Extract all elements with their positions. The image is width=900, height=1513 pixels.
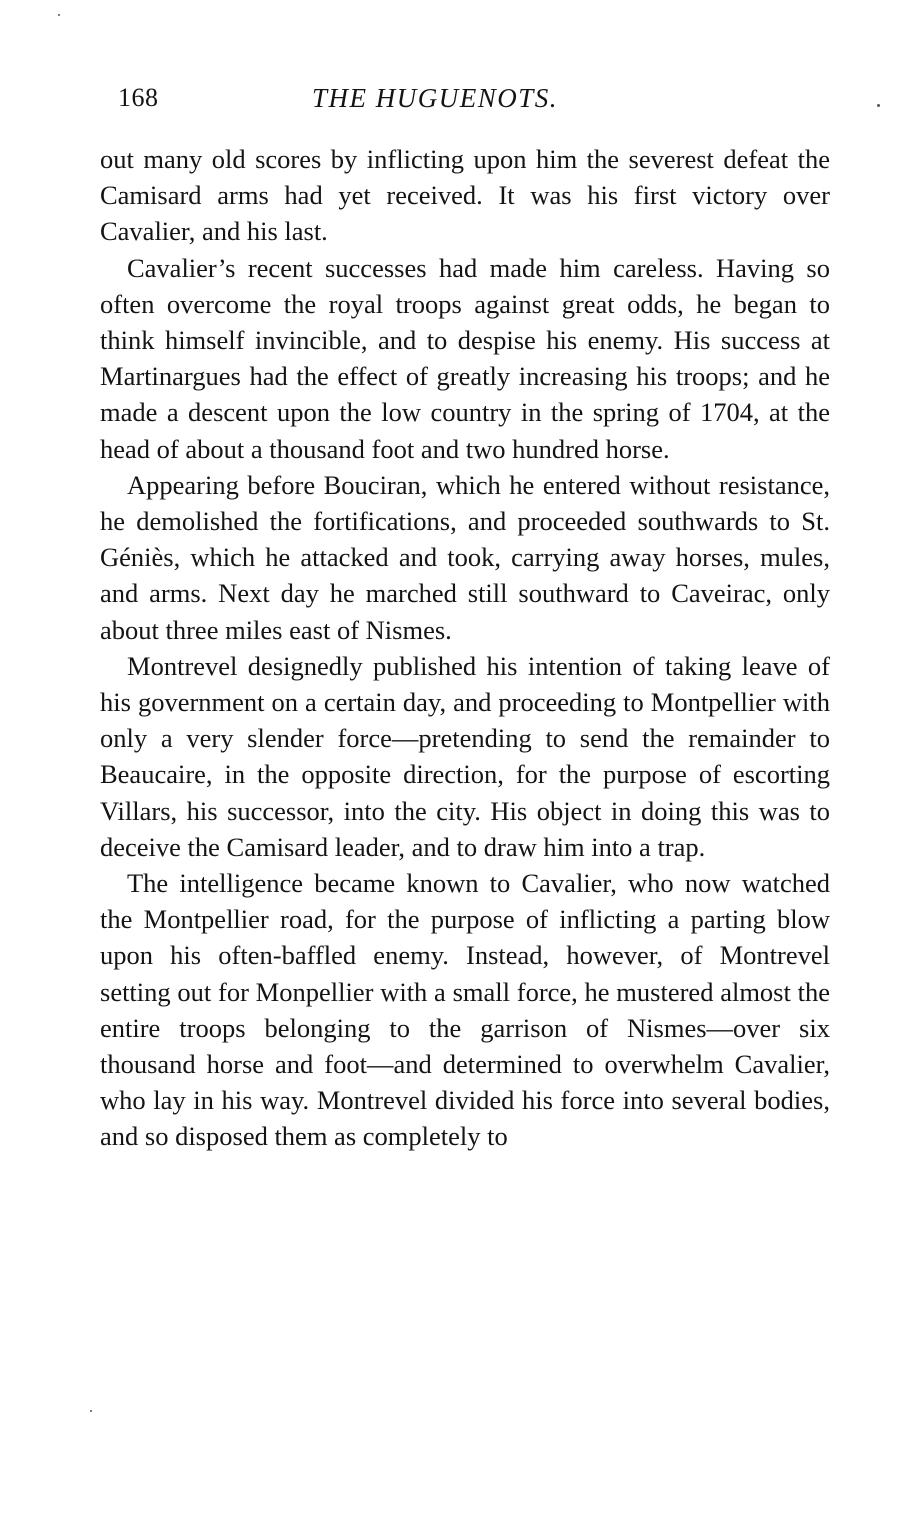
running-head <box>100 80 830 116</box>
page-number: 168 <box>118 83 159 112</box>
paragraph-continuation: out many old scores by inflicting upon him the severest defeat the Camisard arms had yet received. It was his first victory over Cavalier, and his last. <box>100 144 830 247</box>
paragraph-cavalier-careless: Cavalier’s recent successes had made him careless. Having so often overcome the royal troops against great odds, he began to think himself invincible, and to despise his enemy. His success at Martinargues had the effect of greatly increasing his troops; and he made a descent upon the low country in the spring of 1704, at the head of about a thousand foot and two hundred horse. <box>100 252 830 464</box>
paragraph-intelligence: The intelligence became known to Cavalier, who now watched the Montpellier road, for the purpose of inflicting a parting blow upon his often-baffled enemy. Instead, however, of Montrevel setting out for Monpellier with a small force, he mustered almost the entire troops belonging to the garrison of Nismes—over six thousand horse and foot—and determined to overwhelm Cavalier, who lay in his way. Montrevel divided his force into several bodies, and so disposed them as completely to <box>100 868 830 1152</box>
book-title: THE HUGUENOTS. <box>312 83 559 113</box>
paragraph-montrevel-trap: Montrevel designedly published his intention of taking leave of his government on a certain day, and proceeding to Montpellier with only a very slender force—pretending to send the remainder to Beaucaire, in the opposite direction, for the purpose of escorting Villars, his successor, into the city. His object in doing this was to deceive the Camisard leader, and to draw him into a trap. <box>100 650 830 862</box>
paragraph-bouciran: Appearing before Bouciran, which he entered without resistance, he demolished the fortifications, and proceeded southwards to St. Géniès, which he attacked and took, carrying away horses, mules, and arms. Next day he marched still southward to Caveirac, only about three miles east of Nismes. <box>100 469 830 645</box>
body-text <box>100 141 830 1155</box>
